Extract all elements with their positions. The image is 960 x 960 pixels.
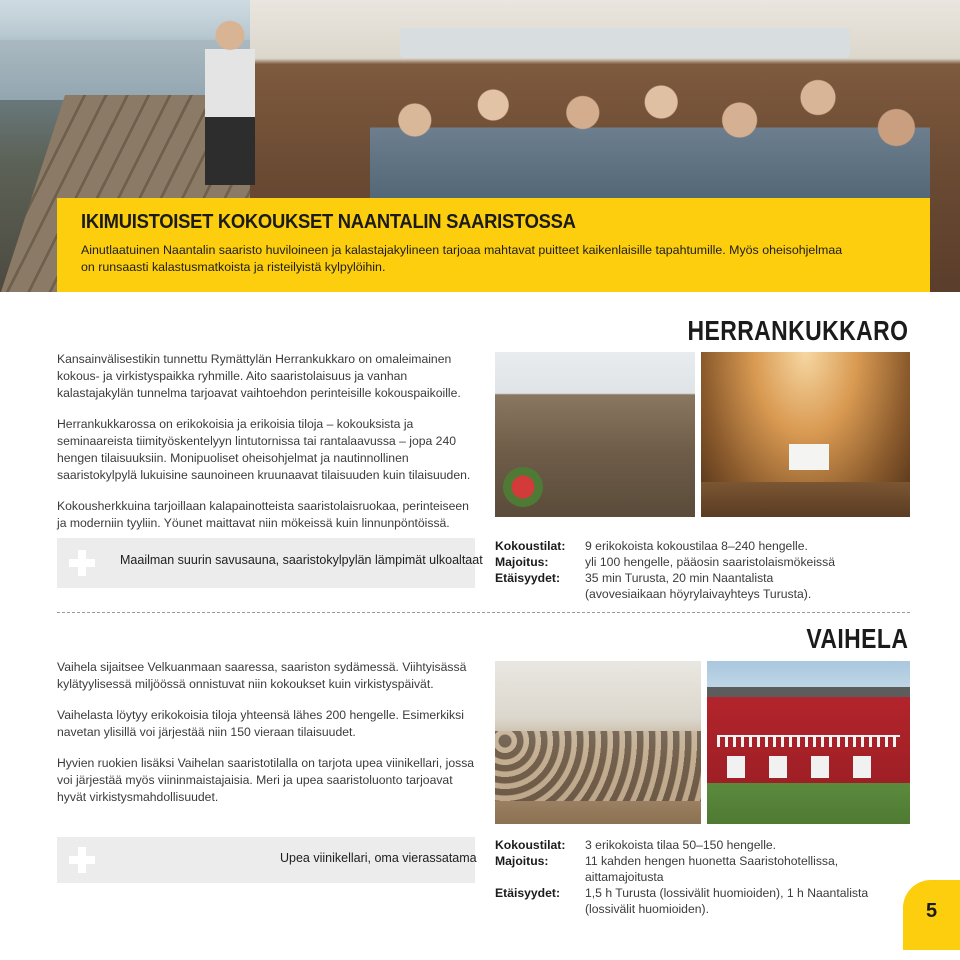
vaihela-paragraph-1: Vaihela sijaitsee Velkuanmaan saaressa, saariston sydämessä. Viihtyisässä kylätyylisessä miljöössä onnistuvat niin kokoukset kuin virkistyspäivät. (57, 660, 467, 691)
fact-value: 9 erikokoista kokoustilaa 8–240 hengelle. (585, 539, 808, 553)
hero-boat-roof (400, 28, 850, 58)
room-floor (701, 482, 910, 517)
herrankukkaro-paragraph-2: Herrankukkarossa on erikokoisia ja erikoisia tiloja – kokouksista ja seminaareista tiimityöskentelyyn lintutornissa tai rantalaavussa – jopa 240 hengen tilaisuuksiin. Monipuoliset oheisohjelmat ja nautinnollinen saaristokylpylä lukuisine saunoineen kruunaavat tilaisuuden kuin tilaisuuden. (57, 417, 471, 482)
vaihela-paragraph-3: Hyvien ruokien lisäksi Vaihelan saaristotilalla on tarjota upea viinikellari, jossa voi järjestää myös viininmaistajaisia. Meri ja upea saaristoluonto tarjoavat hyvät virkistysmahdollisuudet. (57, 756, 475, 804)
fact-label: Kokoustilat: (495, 539, 566, 553)
fact-row (495, 570, 915, 586)
hall-guests (495, 731, 701, 801)
fact-value: (avovesiaikaan höyrylaivayhteys Turusta). (585, 587, 812, 601)
vaihela-body (57, 659, 475, 806)
fact-label: Etäisyydet: (495, 571, 561, 585)
herrankukkaro-paragraph-3: Kokousherkkuina tarjoillaan kalapainotteista saaristolaisruokaa, perinteiseen ja moderniin tyyliin. Yöunet maittavat niin mökeissä kuin linnunpöntöissä. (57, 499, 469, 530)
hotel-balcony-rail (717, 735, 900, 747)
vaihela-facts (495, 837, 915, 917)
fact-value: 3 erikokoista tilaa 50–150 hengelle. (585, 838, 777, 852)
herrankukkaro-paragraph-1: Kansainvälisestikin tunnettu Rymättylän Herrankukkaro on omaleimainen kokous- ja virkistyspaikka ryhmille. Aito saaristolaisuus ja vanhan kalastajakylän tunnelma tarjoavat vaihtoehdon perinteisille kokouspaikoille. (57, 352, 461, 400)
hotel-window (853, 756, 871, 778)
hotel-window (811, 756, 829, 778)
plus-icon (69, 550, 95, 576)
fact-value: 11 kahden hengen huonetta Saaristohotellissa, aittamajoitusta (585, 854, 839, 884)
vaihela-paragraph-2: Vaihelasta löytyy erikokoisia tiloja yhteensä lähes 200 hengelle. Esimerkiksi navetan ylisillä voi järjestää niin 150 vieraan tilaisuudet. (57, 708, 464, 739)
fact-row (495, 554, 915, 570)
fact-value: (lossivälit huomioiden). (585, 902, 709, 916)
section-title-vaihela: VAIHELA (806, 623, 908, 654)
photo-fishing-village (495, 352, 695, 517)
hotel-window (769, 756, 787, 778)
herrankukkaro-body (57, 351, 475, 532)
fact-row (495, 586, 915, 602)
fact-value: 35 min Turusta, 20 min Naantalista (585, 571, 774, 585)
plus-icon (69, 847, 95, 873)
herrankukkaro-facts (495, 538, 915, 602)
fact-label: Kokoustilat: (495, 838, 566, 852)
fact-label (495, 901, 585, 917)
hero-people (370, 60, 930, 210)
vaihela-highlight (57, 837, 475, 883)
herrankukkaro-highlight (57, 538, 483, 588)
banner-text-line2: on runsaasti kalastusmatkoista ja risteilyistä kylpylöihin. (81, 260, 386, 274)
banner-text (81, 242, 906, 276)
fact-label: Majoitus: (495, 555, 549, 569)
page-number: 5 (926, 900, 938, 922)
fact-row (495, 885, 915, 901)
section-divider (57, 612, 910, 613)
hotel-roof (707, 687, 910, 697)
hero-standing-person (205, 15, 255, 185)
projector-screen (789, 444, 829, 470)
fact-row (495, 837, 915, 853)
herrankukkaro-highlight-text: Maailman suurin savusauna, saaristokylpylän lämpimät ulkoaltaat (120, 553, 483, 567)
fact-label: Majoitus: (495, 854, 549, 868)
vaihela-highlight-text: Upea viinikellari, oma vierassatama (280, 851, 477, 865)
photo-dome-meeting-room (701, 352, 910, 517)
fact-value: yli 100 hengelle, pääosin saaristolaismökeissä (585, 555, 835, 569)
fact-label: Etäisyydet: (495, 886, 561, 900)
fact-row (495, 901, 915, 917)
photo-red-archipelago-hotel (707, 661, 910, 824)
fact-label (495, 586, 585, 602)
fact-row (495, 538, 915, 554)
fact-value: 1,5 h Turusta (lossivälit huomioiden), 1 h Naantalista (585, 886, 869, 900)
flower-pot (503, 467, 543, 507)
section-title-herrankukkaro: HERRANKUKKARO (687, 315, 908, 346)
banner-text-line1: Ainutlaatuinen Naantalin saaristo huviloineen ja kalastajakylineen tarjoaa mahtavat puitteet kaikenlaisille tapahtumille. Myös oheisohjelmaa (81, 243, 843, 257)
fact-row (495, 853, 915, 885)
photo-banquet-hall (495, 661, 701, 824)
hotel-window (727, 756, 745, 778)
intro-banner (57, 198, 930, 292)
banner-title: IKIMUISTOISET KOKOUKSET NAANTALIN SAARISTOSSA (81, 211, 576, 233)
